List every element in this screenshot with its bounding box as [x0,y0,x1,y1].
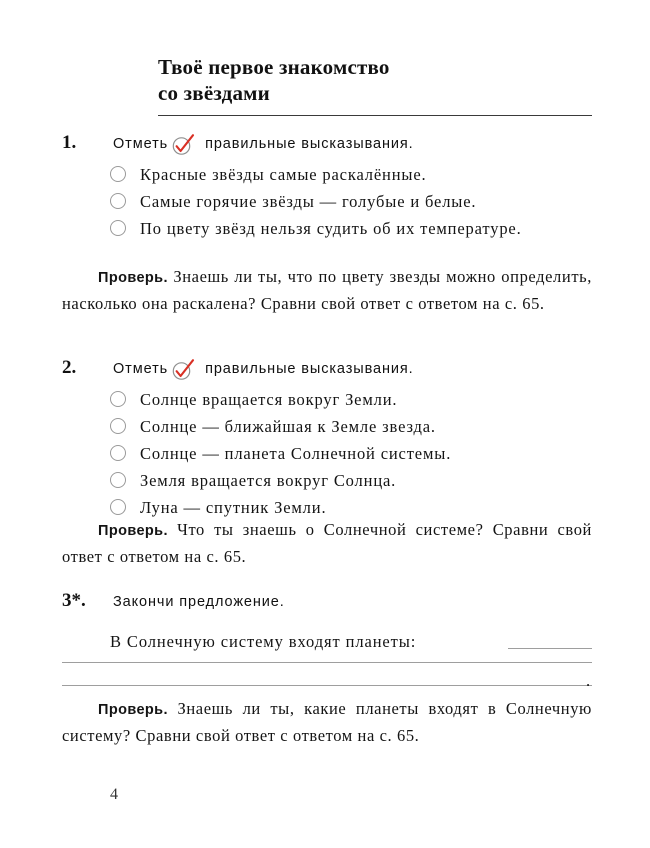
task-2-option-3[interactable] [62,440,592,467]
option-label: Красные звёзды самые раскалённые. [140,165,427,184]
task-1-options [62,161,592,242]
page-number: 4 [110,786,118,803]
check-text: Знаешь ли ты, что по цвету звезды можно определить, насколько она раскалена? Сравни свой ответ с ответом на с. 65. [62,267,592,313]
task-3-sentence-row [62,630,592,656]
task-1-check-paragraph [62,264,592,316]
task-2-check-paragraph [62,517,592,569]
page-title-line-1: Твоё первое знакомство [158,55,390,79]
page-title [158,54,592,116]
check-label: Проверь. [98,702,168,718]
task-1-option-3[interactable] [62,215,592,242]
option-radio-circle[interactable] [110,499,126,515]
task-2-instruction-after: правильные высказывания. [205,361,414,377]
answer-line-2[interactable] [62,662,592,663]
answer-line-1[interactable] [508,648,592,649]
option-label: Самые горячие звёзды — голубые и белые. [140,192,477,211]
task-3-check-paragraph [62,696,592,748]
option-label: Солнце — ближайшая к Земле звезда. [140,417,436,436]
check-text: Что ты знаешь о Солнечной системе? Сравни свой ответ с ответом на с. 65. [62,520,592,566]
check-label: Проверь. [98,270,168,286]
task-2 [62,356,592,521]
option-radio-circle[interactable] [110,472,126,488]
option-label: Солнце — планета Солнечной системы. [140,444,452,463]
option-radio-circle[interactable] [110,193,126,209]
red-check-circle-icon [171,134,196,156]
task-2-number: 2. [62,357,77,378]
task-2-option-1[interactable] [62,386,592,413]
task-1 [62,131,592,242]
task-3-number [62,589,86,613]
option-label: Солнце вращается вокруг Земли. [140,390,398,409]
task-2-instruction [113,358,414,380]
task-1-number: 1. [62,132,77,153]
task-2-options [62,386,592,521]
task-1-instruction [113,133,414,155]
task-3-instruction-text: Закончи предложение. [113,594,285,610]
task-1-instruction-after: правильные высказывания. [205,136,414,152]
task-2-instruction-before: Отметь [113,361,169,377]
task-1-option-2[interactable] [62,188,592,215]
task-2-option-4[interactable] [62,467,592,494]
option-radio-circle[interactable] [110,445,126,461]
option-label: Луна — спутник Земли. [140,498,327,517]
task-1-header [62,131,592,157]
task-2-header [62,356,592,382]
title-divider [158,115,592,116]
red-check-circle-icon [171,359,196,381]
page-title-line-2: со звёздами [158,81,270,105]
task-3-header [62,589,592,615]
task-3-instruction [113,591,285,613]
answer-line-end-period: . [586,671,591,690]
task-1-instruction-before: Отметь [113,136,169,152]
option-radio-circle[interactable] [110,391,126,407]
task-3-sentence: В Солнечную систему входят планеты: [110,632,417,651]
task-3 [62,589,592,615]
option-label: Земля вращается вокруг Солнца. [140,471,397,490]
option-radio-circle[interactable] [110,220,126,236]
answer-line-3[interactable] [62,685,592,686]
option-label: По цвету звёзд нельзя судить об их температуре. [140,219,522,238]
check-text: Знаешь ли ты, какие планеты входят в Солнечную систему? Сравни свой ответ с ответом на с. 65. [62,699,592,745]
option-radio-circle[interactable] [110,418,126,434]
check-label: Проверь. [98,523,168,539]
task-2-option-2[interactable] [62,413,592,440]
task-1-option-1[interactable] [62,161,592,188]
option-radio-circle[interactable] [110,166,126,182]
task-3-number-text: 3*. [62,590,86,611]
